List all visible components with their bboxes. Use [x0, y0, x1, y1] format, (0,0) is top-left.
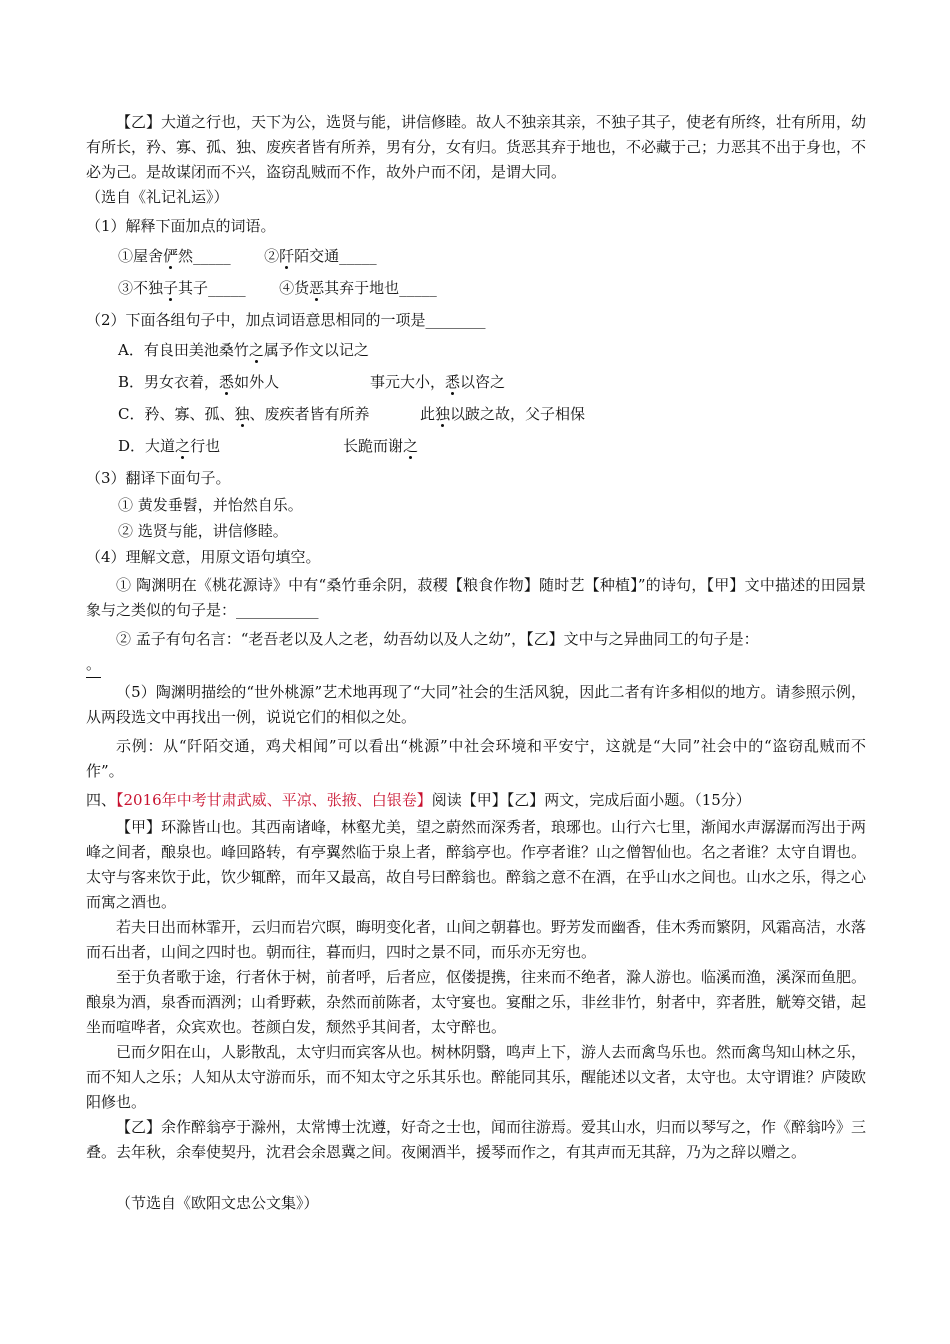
dotted-char: 独 — [435, 405, 451, 423]
dotted-char: 悉 — [445, 373, 461, 391]
q1-row2 — [118, 276, 437, 301]
q4-item2: ② 孟子有句名言：“老吾老以及人之老，幼吾幼以及人之幼”，【乙】文中与之异曲同工的句子是： — [116, 630, 759, 648]
q3-item2: ② 选贤与能，讲信修睦。 — [118, 522, 288, 540]
section4-source: （节选自《欧阳文忠公文集》） — [116, 1194, 319, 1212]
q4-item2-blank[interactable]: 。 — [86, 652, 101, 678]
answer-blank[interactable]: _____ — [193, 247, 231, 265]
passage-yi-text: 【乙】大道之行也，天下为公，选贤与能，讲信修睦。故人不独亲其亲，不独子其子，使老有所终，壮有所用，幼有所长，矜、寡、孤、独、废疾者皆有所养，男有分，女有归。货恶其弃于地也，不必藏于己；力恶其不出于身也，不必为己。是故谋闭而不兴，盗窃乱贼而不作，故外户而不闭，是谓大同。 — [86, 113, 867, 181]
answer-blank[interactable]: _____ — [339, 247, 377, 265]
q4-prompt: （4）理解文意，用原文语句填空。 — [86, 548, 321, 566]
section4-instruction: 阅读【甲】【乙】两文，完成后面小题。（15分） — [431, 791, 751, 809]
q1-item1: ①屋舍俨然_____ — [118, 247, 231, 265]
dotted-char: 之 — [248, 341, 264, 359]
q1-item2: ②阡陌交通_____ — [264, 247, 377, 265]
dotted-char: 之 — [403, 437, 419, 455]
section4-jia-p2: 若夫日出而林霏开，云归而岩穴暝，晦明变化者，山间之朝暮也。野芳发而幽香，佳木秀而繁阴，风霜高洁，水落而石出者，山间之四时也。朝而往，暮而归，四时之景不同，而乐亦无穷也。 — [86, 918, 867, 961]
dotted-char: 俨 — [163, 247, 179, 265]
q2-option-b[interactable]: B．男女衣着，悉如外人 — [118, 373, 280, 391]
q2-option-d[interactable]: D．大道之行也 — [118, 437, 221, 455]
q3-prompt: （3）翻译下面句子。 — [86, 469, 231, 487]
q4-item1: ① 陶渊明在《桃花源诗》中有“桑竹垂余阴，菽稷【粮食作物】随时艺【种植】”的诗句，【甲】文中描述的田园景象与之类似的句子是：___________ — [86, 576, 866, 619]
q2-option-b-right: 事元大小，悉以咨之 — [370, 373, 506, 391]
q2-option-c-right: 此独以跛之故，父子相保 — [420, 405, 586, 423]
q5-text: （5）陶渊明描绘的“世外桃源”艺术地再现了“大同”社会的生活风貌，因此二者有许多相似的地方。请参照示例，从两段选文中再找出一例，说说它们的相似之处。 — [86, 683, 866, 726]
section4-heading — [86, 788, 751, 813]
q5-example: 示例：从“阡陌交通，鸡犬相闻”可以看出“桃源”中社会环境和平安宁，这就是“大同”社会中的“盗窃乱贼而不作”。 — [86, 737, 866, 780]
q3-item1: ① 黄发垂髫，并怡然自乐。 — [118, 496, 303, 514]
section4-yi-p1: 【乙】余作醉翁亭于滁州，太常博士沈遵，好奇之士也，闻而往游焉。爱其山水，归而以琴写之，作《醉翁吟》三叠。去年秋，余奉使契丹，沈君会余恩冀之间。夜阑酒半，援琴而作之，有其声而无其辞，乃为之辞以赠之。 — [86, 1118, 867, 1161]
section4-num: 四、 — [86, 791, 117, 809]
q1-item3: ③不独子其子_____ — [118, 279, 246, 297]
section4-jia-p1: 【甲】环滁皆山也。其西南诸峰，林壑尤美，望之蔚然而深秀者，琅琊也。山行六七里，渐闻水声潺潺而泻出于两峰之间者，酿泉也。峰回路转，有亭翼然临于泉上者，醉翁亭也。作亭者谁？山之僧智仙也。名之者谁？太守自谓也。太守与客来饮于此，饮少辄醉，而年又最高，故自号曰醉翁也。醉翁之意不在酒，在乎山水之间也。山水之乐，得之心而寓之酒也。 — [86, 818, 867, 911]
q1-row1 — [118, 244, 377, 269]
q1-item4: ④货恶其弃于地也_____ — [279, 279, 437, 297]
dotted-char: 之 — [175, 437, 191, 455]
dotted-char: 阡 — [279, 247, 295, 265]
dotted-char: 恶 — [309, 279, 325, 297]
answer-blank[interactable]: _____ — [399, 279, 437, 297]
q1-prompt: （1）解释下面加点的词语。 — [86, 217, 276, 235]
section4-jia-p4: 已而夕阳在山，人影散乱，太守归而宾客从也。树林阴翳，鸣声上下，游人去而禽鸟乐也。然而禽鸟知山林之乐，而不知人之乐；人知从太守游而乐，而不知太守之乐其乐也。醉能同其乐，醒能述以文者，太守也。太守谓谁？庐陵欧阳修也。 — [86, 1043, 867, 1111]
dotted-char: 独 — [234, 405, 250, 423]
q2-option-d-right: 长跪而谢之 — [343, 437, 419, 455]
dotted-char: 悉 — [219, 373, 235, 391]
q2-option-c[interactable]: C．矜、寡、孤、独、废疾者皆有所养 — [118, 405, 370, 423]
passage-yi-source: （选自《礼记礼运》） — [86, 188, 229, 206]
q2-prompt: （2）下面各组句子中，加点词语意思相同的一项是________ — [86, 311, 486, 329]
dotted-char: 子 — [163, 279, 179, 297]
q2-option-a[interactable]: A．有良田美池桑竹之属予作文以记之 — [118, 341, 369, 359]
answer-blank[interactable]: _____ — [208, 279, 246, 297]
section4-jia-p3: 至于负者歌于途，行者休于树，前者呼，后者应，伛偻提携，往来而不绝者，滁人游也。临溪而渔，溪深而鱼肥。酿泉为酒，泉香而酒洌；山肴野蔌，杂然而前陈者，太守宴也。宴酣之乐，非丝非竹，射者中，弈者胜，觥筹交错，起坐而喧哗者，众宾欢也。苍颜白发，颓然乎其间者，太守醉也。 — [86, 968, 867, 1036]
section4-source-tag: 【2016年中考甘肃武威、平凉、张掖、白银卷】 — [116, 791, 432, 809]
